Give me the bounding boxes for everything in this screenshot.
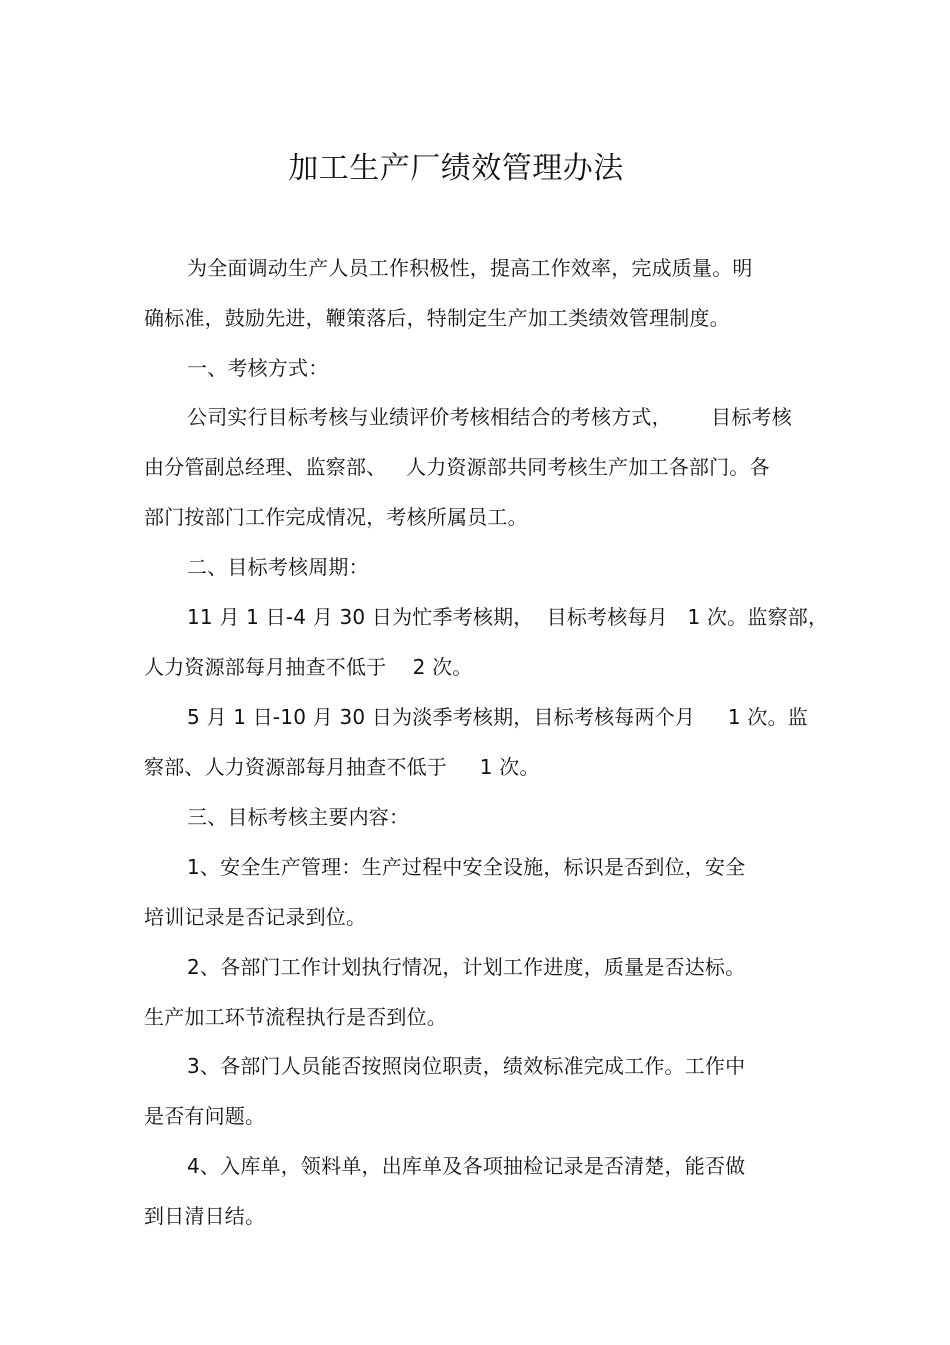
list-item-line: 生产加工环节流程执行是否到位。 (144, 1005, 447, 1029)
section-heading: 一、考核方式： (187, 356, 329, 380)
list-item-line: 4、入库单，领料单，出库单及各项抽检记录是否清楚，能否做 (187, 1154, 746, 1178)
list-item-line: 2、各部门工作计划执行情况，计划工作进度，质量是否达标。 (187, 955, 746, 979)
list-item-line: 3、各部门人员能否按照岗位职责，绩效标准完成工作。工作中 (187, 1054, 746, 1078)
list-item-line: 1、安全生产管理：生产过程中安全设施，标识是否到位，安全 (187, 855, 746, 879)
paragraph-line: 人力资源部每月抽查不低于 2 次。 (144, 655, 473, 679)
paragraph-line: 11 月 1 日-4 月 30 日为忙季考核期， 目标考核每月 1 次。监察部， (187, 605, 829, 629)
list-item-line: 到日清日结。 (144, 1204, 266, 1228)
section-heading: 二、目标考核周期： (187, 555, 369, 579)
paragraph-line: 察部、人力资源部每月抽查不低于 1 次。 (144, 755, 540, 779)
paragraph-line: 部门按部门工作完成情况，考核所属员工。 (144, 505, 528, 529)
list-item-line: 是否有问题。 (144, 1104, 266, 1128)
paragraph-line: 5 月 1 日-10 月 30 日为淡季考核期，目标考核每两个月 1 次。监 (187, 705, 808, 729)
paragraph-line: 由分管副总经理、监察部、 人力资源部共同考核生产加工各部门。各 (144, 455, 770, 479)
paragraph-line: 为全面调动生产人员工作积极性，提高工作效率，完成质量。明 (187, 256, 753, 280)
document-title: 加工生产厂绩效管理办法 (288, 151, 624, 186)
list-item-line: 培训记录是否记录到位。 (144, 905, 367, 929)
paragraph-line: 公司实行目标考核与业绩评价考核相结合的考核方式， 目标考核 (187, 405, 792, 429)
paragraph-line: 确标准，鼓励先进，鞭策落后，特制定生产加工类绩效管理制度。 (144, 306, 730, 330)
section-heading: 三、目标考核主要内容： (187, 805, 410, 829)
